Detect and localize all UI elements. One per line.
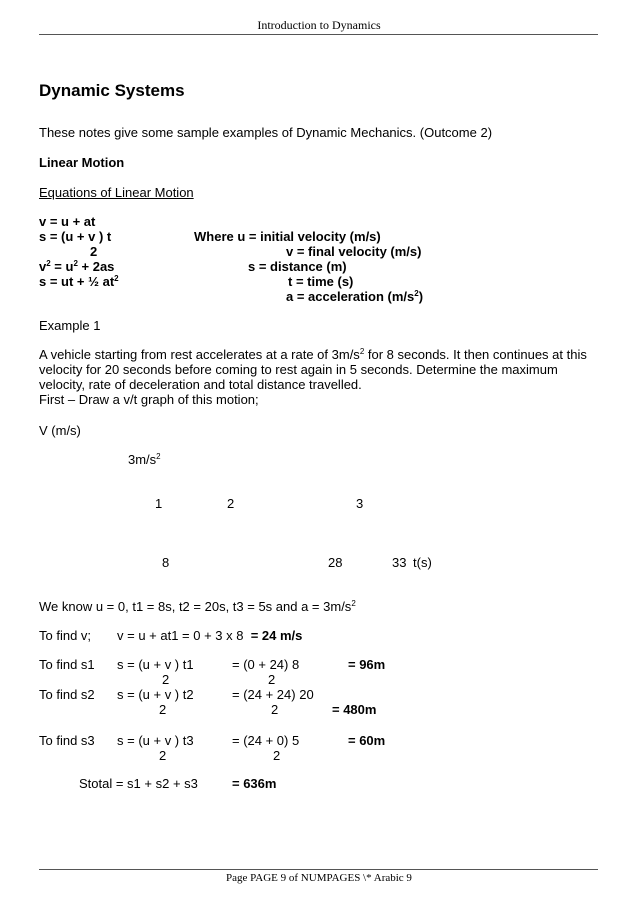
graph-tick-t3: 33 <box>392 555 407 570</box>
find-s1-formula: s = (u + v ) t1 <box>117 657 194 672</box>
graph-region-1: 1 <box>155 496 163 511</box>
find-s1-calc-denominator: 2 <box>268 672 276 687</box>
find-s3-denominator: 2 <box>159 748 167 763</box>
find-s2-calc: = (24 + 24) 20 <box>232 687 314 702</box>
footer-divider <box>39 869 598 870</box>
equation-2: s = (u + v ) t <box>39 229 112 244</box>
graph-y-label: V (m/s) <box>39 423 81 438</box>
find-v-result: = 24 m/s <box>250 628 303 643</box>
find-s2-denominator: 2 <box>159 702 167 717</box>
legend-where: Where u = initial velocity (m/s) <box>194 229 381 244</box>
header-divider <box>39 34 598 35</box>
find-s3-formula: s = (u + v ) t3 <box>117 733 194 748</box>
page-footer: Page PAGE 9 of NUMPAGES \* Arabic 9 <box>226 872 412 884</box>
find-s1-calc: = (0 + 24) 8 <box>232 657 300 672</box>
graph-tick-t1: 8 <box>162 555 170 570</box>
total-result: = 636m <box>232 776 277 791</box>
equation-4: s = ut + ½ $at^2$ <box>39 274 119 289</box>
graph-tick-t2: 28 <box>328 555 343 570</box>
find-s1-label: To find s1 <box>39 657 95 672</box>
equation-2-denominator: 2 <box>90 244 98 259</box>
page-title: Dynamic Systems <box>39 81 185 100</box>
legend-a: a = acceleration $(m/s^2)$ <box>286 289 424 304</box>
find-s2-formula: s = (u + v ) t2 <box>117 687 194 702</box>
total-label: Stotal = s1 + s2 + s3 <box>79 776 198 791</box>
find-v-formula: v = u + at1 = 0 + 3 x 8 = 24 m/s <box>117 628 303 643</box>
find-s1-denominator: 2 <box>162 672 170 687</box>
section-heading: Linear Motion <box>39 155 125 170</box>
find-s2-label: To find s2 <box>39 687 95 702</box>
equation-1: v = u + at <box>39 214 96 229</box>
find-s3-calc: = (24 + 0) 5 <box>232 733 300 748</box>
find-v-label: To find v; <box>39 628 92 643</box>
example-text: A vehicle starting from rest accelerates at a rate of $3m/s^2$ for 8 seconds. It then continues at this velocity for 20 seconds before coming to rest again in 5 seconds. Determine the maximum velocity, rate of deceleration and total distance travelled. First – Draw a v/t graph of this motion; <box>39 347 587 407</box>
graph-region-2: 2 <box>227 496 235 511</box>
find-s3-label: To find s3 <box>39 733 95 748</box>
find-s1-result: = 96m <box>348 657 386 672</box>
graph-x-label: t(s) <box>413 555 432 570</box>
page-header-title: Introduction to Dynamics <box>257 18 381 32</box>
find-s2-result: = 480m <box>332 702 377 717</box>
find-s2-calc-denominator: 2 <box>271 702 279 717</box>
known-values: We know u = 0, t1 = 8s, t2 = 20s, t3 = 5s and $a = 3m/s^2$ <box>39 599 356 614</box>
legend-t: t = time (s) <box>288 274 354 289</box>
equation-3: $v^2 = u^2 + 2as$ <box>39 259 115 274</box>
intro-text: These notes give some sample examples of Dynamic Mechanics. (Outcome 2) <box>39 125 493 140</box>
legend-v: v = final velocity (m/s) <box>286 244 422 259</box>
legend-s: s = distance (m) <box>248 259 347 274</box>
find-s3-calc-denominator: 2 <box>273 748 281 763</box>
graph-region-3: 3 <box>356 496 364 511</box>
subsection-heading: Equations of Linear Motion <box>39 185 194 200</box>
example-title: Example 1 <box>39 318 101 333</box>
graph-acceleration-label: $3m/s^2$ <box>128 452 161 467</box>
find-s3-result: = 60m <box>348 733 386 748</box>
